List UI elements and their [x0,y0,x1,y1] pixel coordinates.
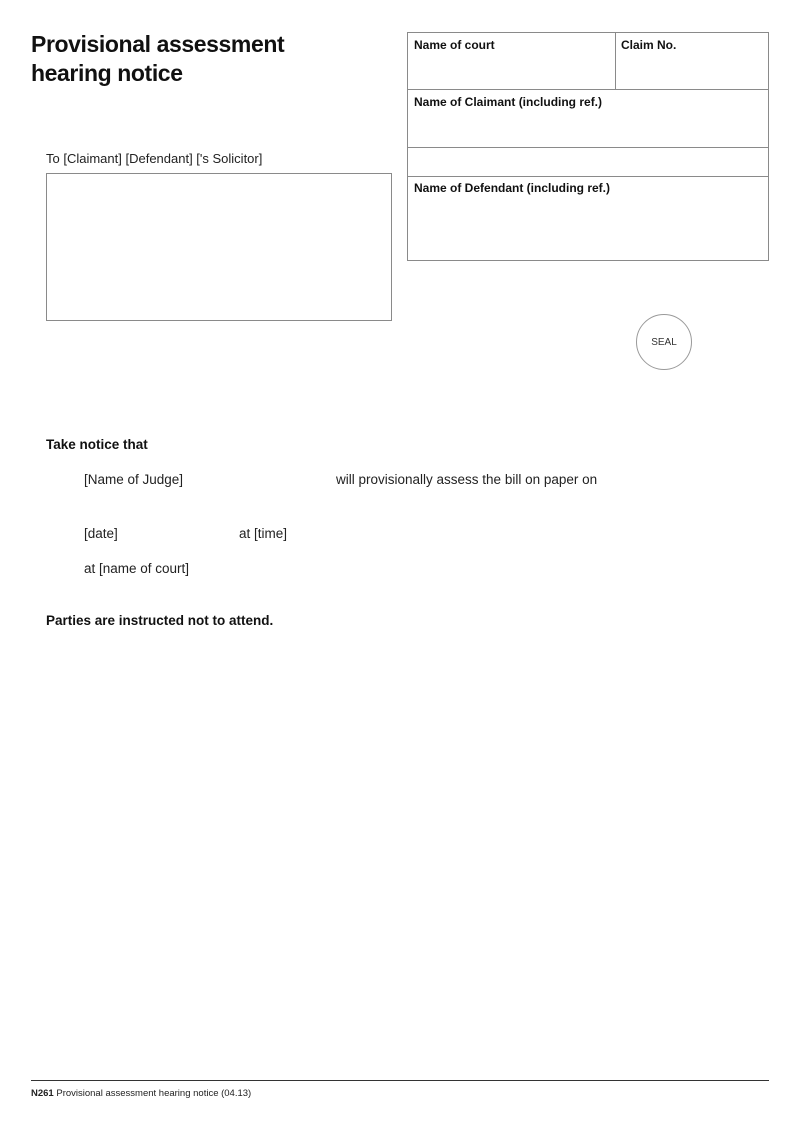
defendant-label: Name of Defendant (including ref.) [414,181,611,195]
assess-text: will provisionally assess the bill on paper on [336,472,598,487]
form-title: Provisional assessment hearing notice (04.13) [56,1088,252,1099]
judge-placeholder[interactable]: [Name of Judge] [84,472,184,487]
document-title [31,30,361,88]
claimant-label: Name of Claimant (including ref.) [414,95,603,109]
footer [31,1088,251,1099]
title-line-2: hearing notice [31,60,183,86]
defendant-box[interactable] [407,176,769,261]
court-details-box [407,32,769,148]
claim-no-label: Claim No. [621,38,677,52]
addressee-field[interactable] [46,173,392,321]
title-line-1: Provisional assessment [31,31,285,57]
time-placeholder[interactable]: at [time] [239,526,288,541]
name-of-court-label: Name of court [414,38,495,52]
court-name-placeholder[interactable]: at [name of court] [84,561,190,576]
date-placeholder[interactable]: [date] [84,526,118,541]
seal-label: SEAL [651,336,677,348]
footer-divider [31,1080,769,1081]
claimant-field-extension[interactable] [407,148,769,176]
form-code: N261 [31,1088,54,1099]
addressee-label: To [Claimant] [Defendant] ['s Solicitor] [46,151,263,166]
court-claim-divider [615,33,616,90]
notice-heading: Take notice that [46,437,148,452]
court-claim-row [408,33,768,90]
court-seal [636,314,692,370]
attendance-instruction: Parties are instructed not to attend. [46,613,274,628]
